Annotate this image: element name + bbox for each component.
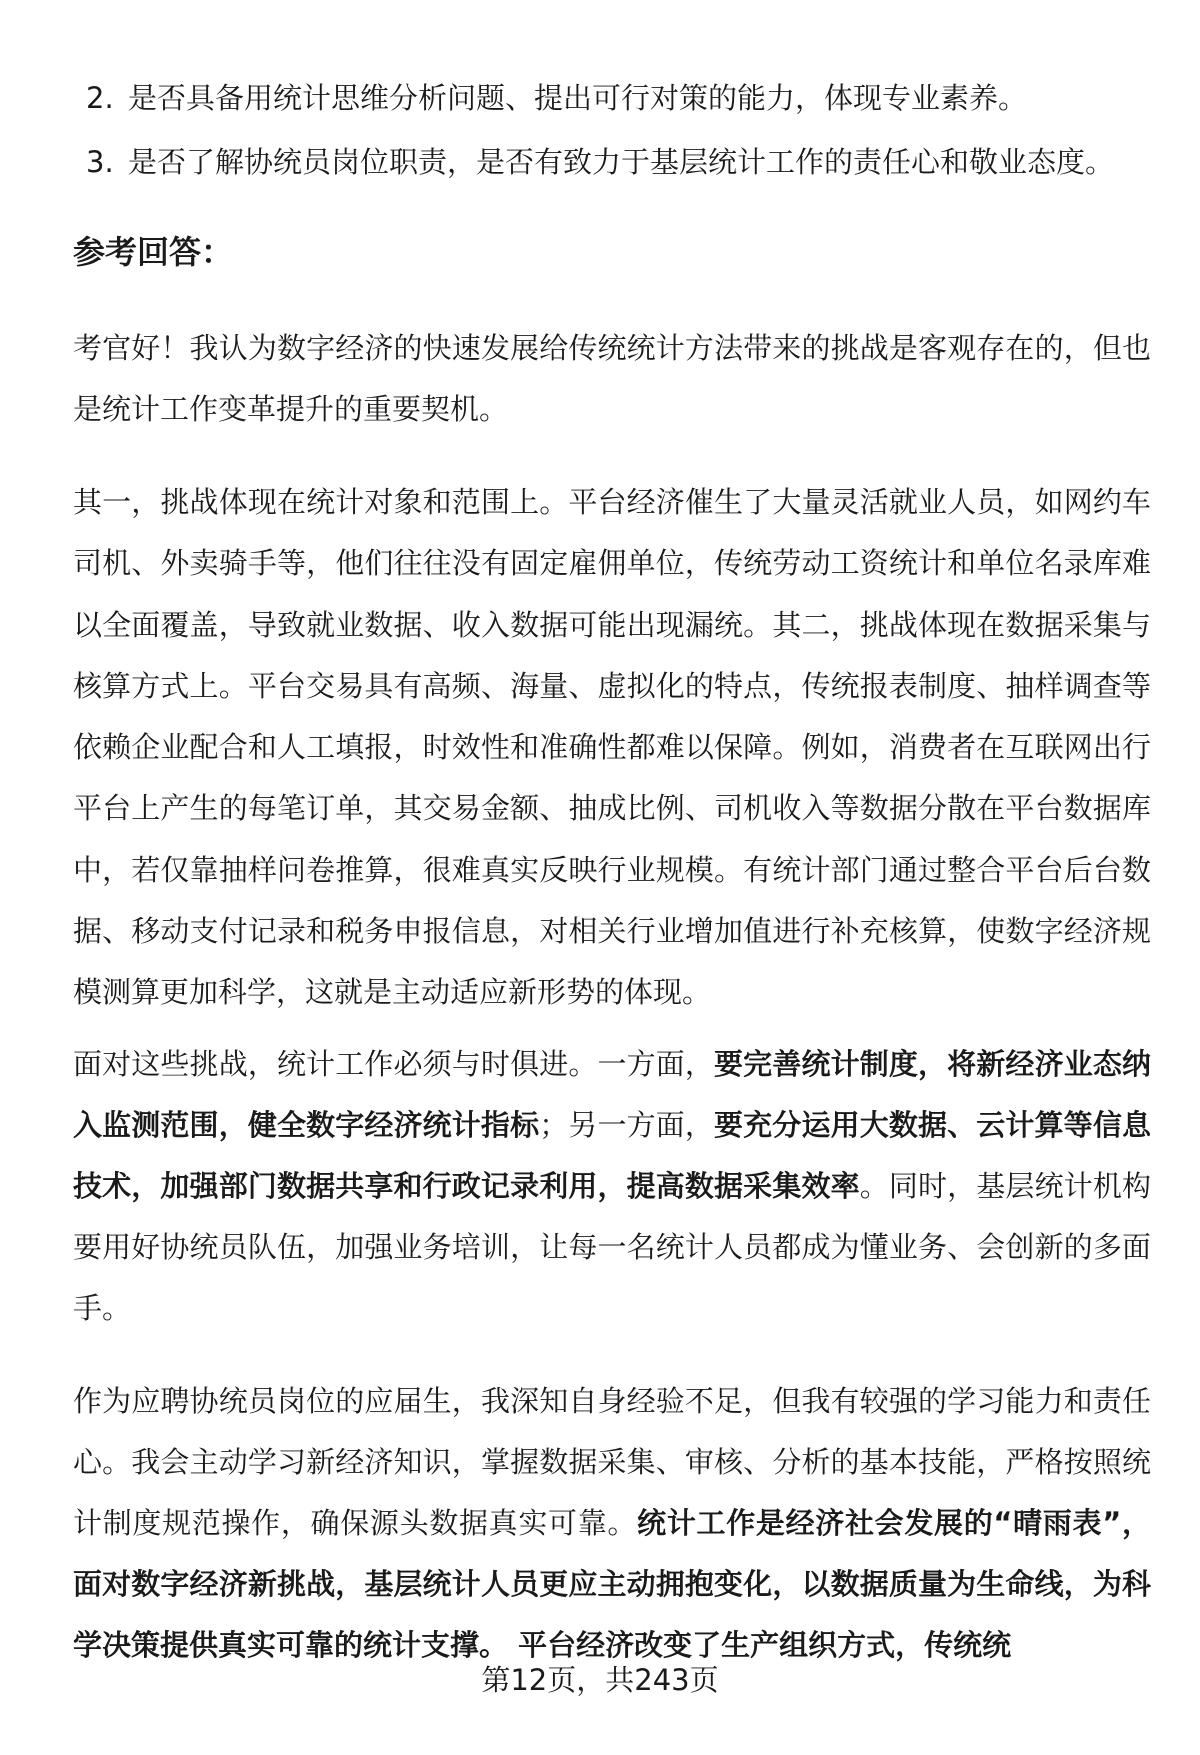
criteria-number: 3.: [86, 145, 114, 179]
answer-paragraph-measures: [73, 1034, 1151, 1339]
page-number-footer: 第12页，共243页: [481, 1663, 719, 1697]
paragraph-text: 作为应聘协统员岗位的应届生，我深知自身经验不足，但我有较强的学习能力和责任心。我会主动学习新经济知识，掌握数据采集、审核、分析的基本技能，严格按照统计制度规范操作，确保源头数据真实可靠。: [73, 1384, 1151, 1540]
bold-emphasis: 统计工作是经济社会发展的“晴雨表”，面对数字经济新挑战，基层统计人员更应主动拥抱变化，以数据质量为生命线，为科学决策提供真实可靠的统计支撑。 平台经济改变了生产组织方式，传统统: [73, 1506, 1151, 1662]
answer-paragraph-personal: [73, 1371, 1151, 1676]
paragraph-text: 。同时，基层统计机构要用好协统员队伍，加强业务培训，让每一名统计人员都成为懂业务、会创新的多面手。: [73, 1169, 1151, 1325]
criteria-item: [86, 130, 1166, 194]
paragraph-text: 面对这些挑战，统计工作必须与时俱进。一方面，: [73, 1047, 715, 1081]
criteria-text: 是否具备用统计思维分析问题、提出可行对策的能力，体现专业素养。: [128, 81, 1028, 115]
bold-emphasis: 要充分运用大数据、云计算等信息技术，加强部门数据共享和行政记录利用，提高数据采集效率: [73, 1108, 1151, 1203]
bold-emphasis: 要完善统计制度，将新经济业态纳入监测范围，健全数字经济统计指标: [73, 1047, 1151, 1142]
answer-paragraph-intro: [73, 318, 1151, 440]
paragraph-text: 考官好！我认为数字经济的快速发展给传统统计方法带来的挑战是客观存在的，但也是统计工作变革提升的重要契机。: [73, 331, 1151, 426]
paragraph-text: ；另一方面，: [539, 1108, 715, 1142]
criteria-item: [86, 66, 1166, 130]
paragraph-text: 其一，挑战体现在统计对象和范围上。平台经济催生了大量灵活就业人员，如网约车司机、外卖骑手等，他们往往没有固定雇佣单位，传统劳动工资统计和单位名录库难以全面覆盖，导致就业数据、收入数据可能出现漏统。其二，挑战体现在数据采集与核算方式上。平台交易具有高频、海量、虚拟化的特点，传统报表制度、抽样调查等依赖企业配合和人工填报，时效性和准确性都难以保障。例如，消费者在互联网出行平台上产生的每笔订单，其交易金额、抽成比例、司机收入等数据分散在平台数据库中，若仅靠抽样问卷推算，很难真实反映行业规模。有统计部门通过整合平台后台数据、移动支付记录和税务申报信息，对相关行业增加值进行补充核算，使数字经济规模测算更加科学，这就是主动适应新形势的体现。: [73, 485, 1151, 1010]
evaluation-criteria-list: [86, 66, 1166, 194]
criteria-number: 2.: [86, 81, 114, 115]
answer-heading: 参考回答：: [73, 233, 234, 271]
answer-paragraph-challenges: [73, 472, 1151, 1024]
criteria-text: 是否了解协统员岗位职责，是否有致力于基层统计工作的责任心和敬业态度。: [128, 145, 1115, 179]
